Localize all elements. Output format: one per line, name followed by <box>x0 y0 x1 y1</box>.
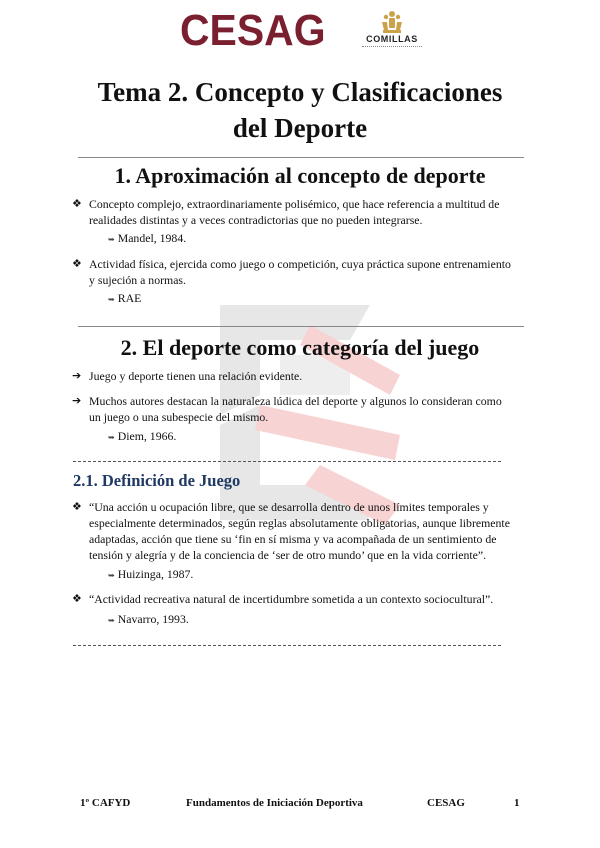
title-line-2: del Deporte <box>232 113 368 143</box>
item-text: “Una acción u ocupación libre, que se desarrolla dentro de unos límites temporales y <box>89 500 489 514</box>
comillas-logo-text: COMILLAS <box>366 34 418 44</box>
item-text: y sujeción a normas. <box>89 273 186 287</box>
arrow-bullet-icon: ➔ <box>72 369 82 382</box>
footer-institution: CESAG <box>427 797 465 809</box>
section-heading-2: 2. El deporte como categoría del juego <box>120 335 480 360</box>
arrow-bullet-icon: ➔ <box>72 394 82 407</box>
cite-arrow-icon: ➥ <box>108 235 115 244</box>
item-text: Juego y deporte tienen una relación evidente. <box>89 369 303 383</box>
subsection-heading: 2.1. Definición de Juego <box>73 471 241 490</box>
item-text: tensión y alegría y de la conciencia de ‘ser de otro mundo’ que en la vida corriente”. <box>89 548 487 562</box>
section-rule <box>78 326 524 327</box>
dashed-divider <box>73 461 501 462</box>
item-text: Concepto complejo, extraordinariamente polisémico, que hace referencia a multitud de <box>89 197 500 211</box>
item-text: Actividad física, ejercida como juego o competición, cuya práctica supone entrenamiento <box>89 257 511 271</box>
section-rule <box>78 157 524 158</box>
citation <box>108 290 141 308</box>
citation <box>108 566 193 584</box>
footer-page-number: 1 <box>514 797 520 809</box>
citation <box>108 230 186 248</box>
crown-icon <box>360 8 424 36</box>
citation <box>108 428 176 446</box>
diamond-bullet-icon: ❖ <box>72 500 82 513</box>
item-text: Muchos autores destacan la naturaleza lúdica del deporte y algunos lo consideran como <box>89 394 502 408</box>
cite-arrow-icon: ➥ <box>108 295 115 304</box>
citation-text: Navarro, 1993. <box>117 612 189 626</box>
item-text: realidades distintas y a veces contradictorias que no pueden integrarse. <box>89 213 423 227</box>
cite-arrow-icon: ➥ <box>108 433 115 442</box>
title-line-1: Tema 2. Concepto y Clasificaciones <box>97 77 503 107</box>
citation-text: Mandel, 1984. <box>117 231 187 245</box>
item-text: especialmente determinados, según reglas absolutamente obligatorias, aunque libremente <box>89 516 510 530</box>
comillas-logo <box>360 8 424 64</box>
cite-arrow-icon: ➥ <box>108 616 115 625</box>
section-heading-1: 1. Aproximación al concepto de deporte <box>114 163 486 188</box>
citation <box>108 611 189 629</box>
citation-text: Diem, 1966. <box>117 429 177 443</box>
diamond-bullet-icon: ❖ <box>72 257 82 270</box>
item-text: adaptadas, acción que tiene su ‘fin en sí misma y va acompañada de un sentimiento de <box>89 532 497 546</box>
diamond-bullet-icon: ❖ <box>72 592 82 605</box>
dashed-divider <box>73 645 501 646</box>
item-text: “Actividad recreativa natural de incertidumbre sometida a un contexto sociocultural”. <box>89 592 494 606</box>
citation-text: Huizinga, 1987. <box>117 567 194 581</box>
comillas-logo-rule <box>362 46 422 49</box>
footer-course: 1º CAFYD <box>80 797 131 809</box>
citation-text: RAE <box>117 291 142 305</box>
cite-arrow-icon: ➥ <box>108 571 115 580</box>
footer-subject: Fundamentos de Iniciación Deportiva <box>186 797 363 809</box>
item-text: un juego o una subespecie del mismo. <box>89 410 269 424</box>
document-title <box>0 74 600 146</box>
diamond-bullet-icon: ❖ <box>72 197 82 210</box>
cesag-logo: CESAG <box>180 6 326 55</box>
